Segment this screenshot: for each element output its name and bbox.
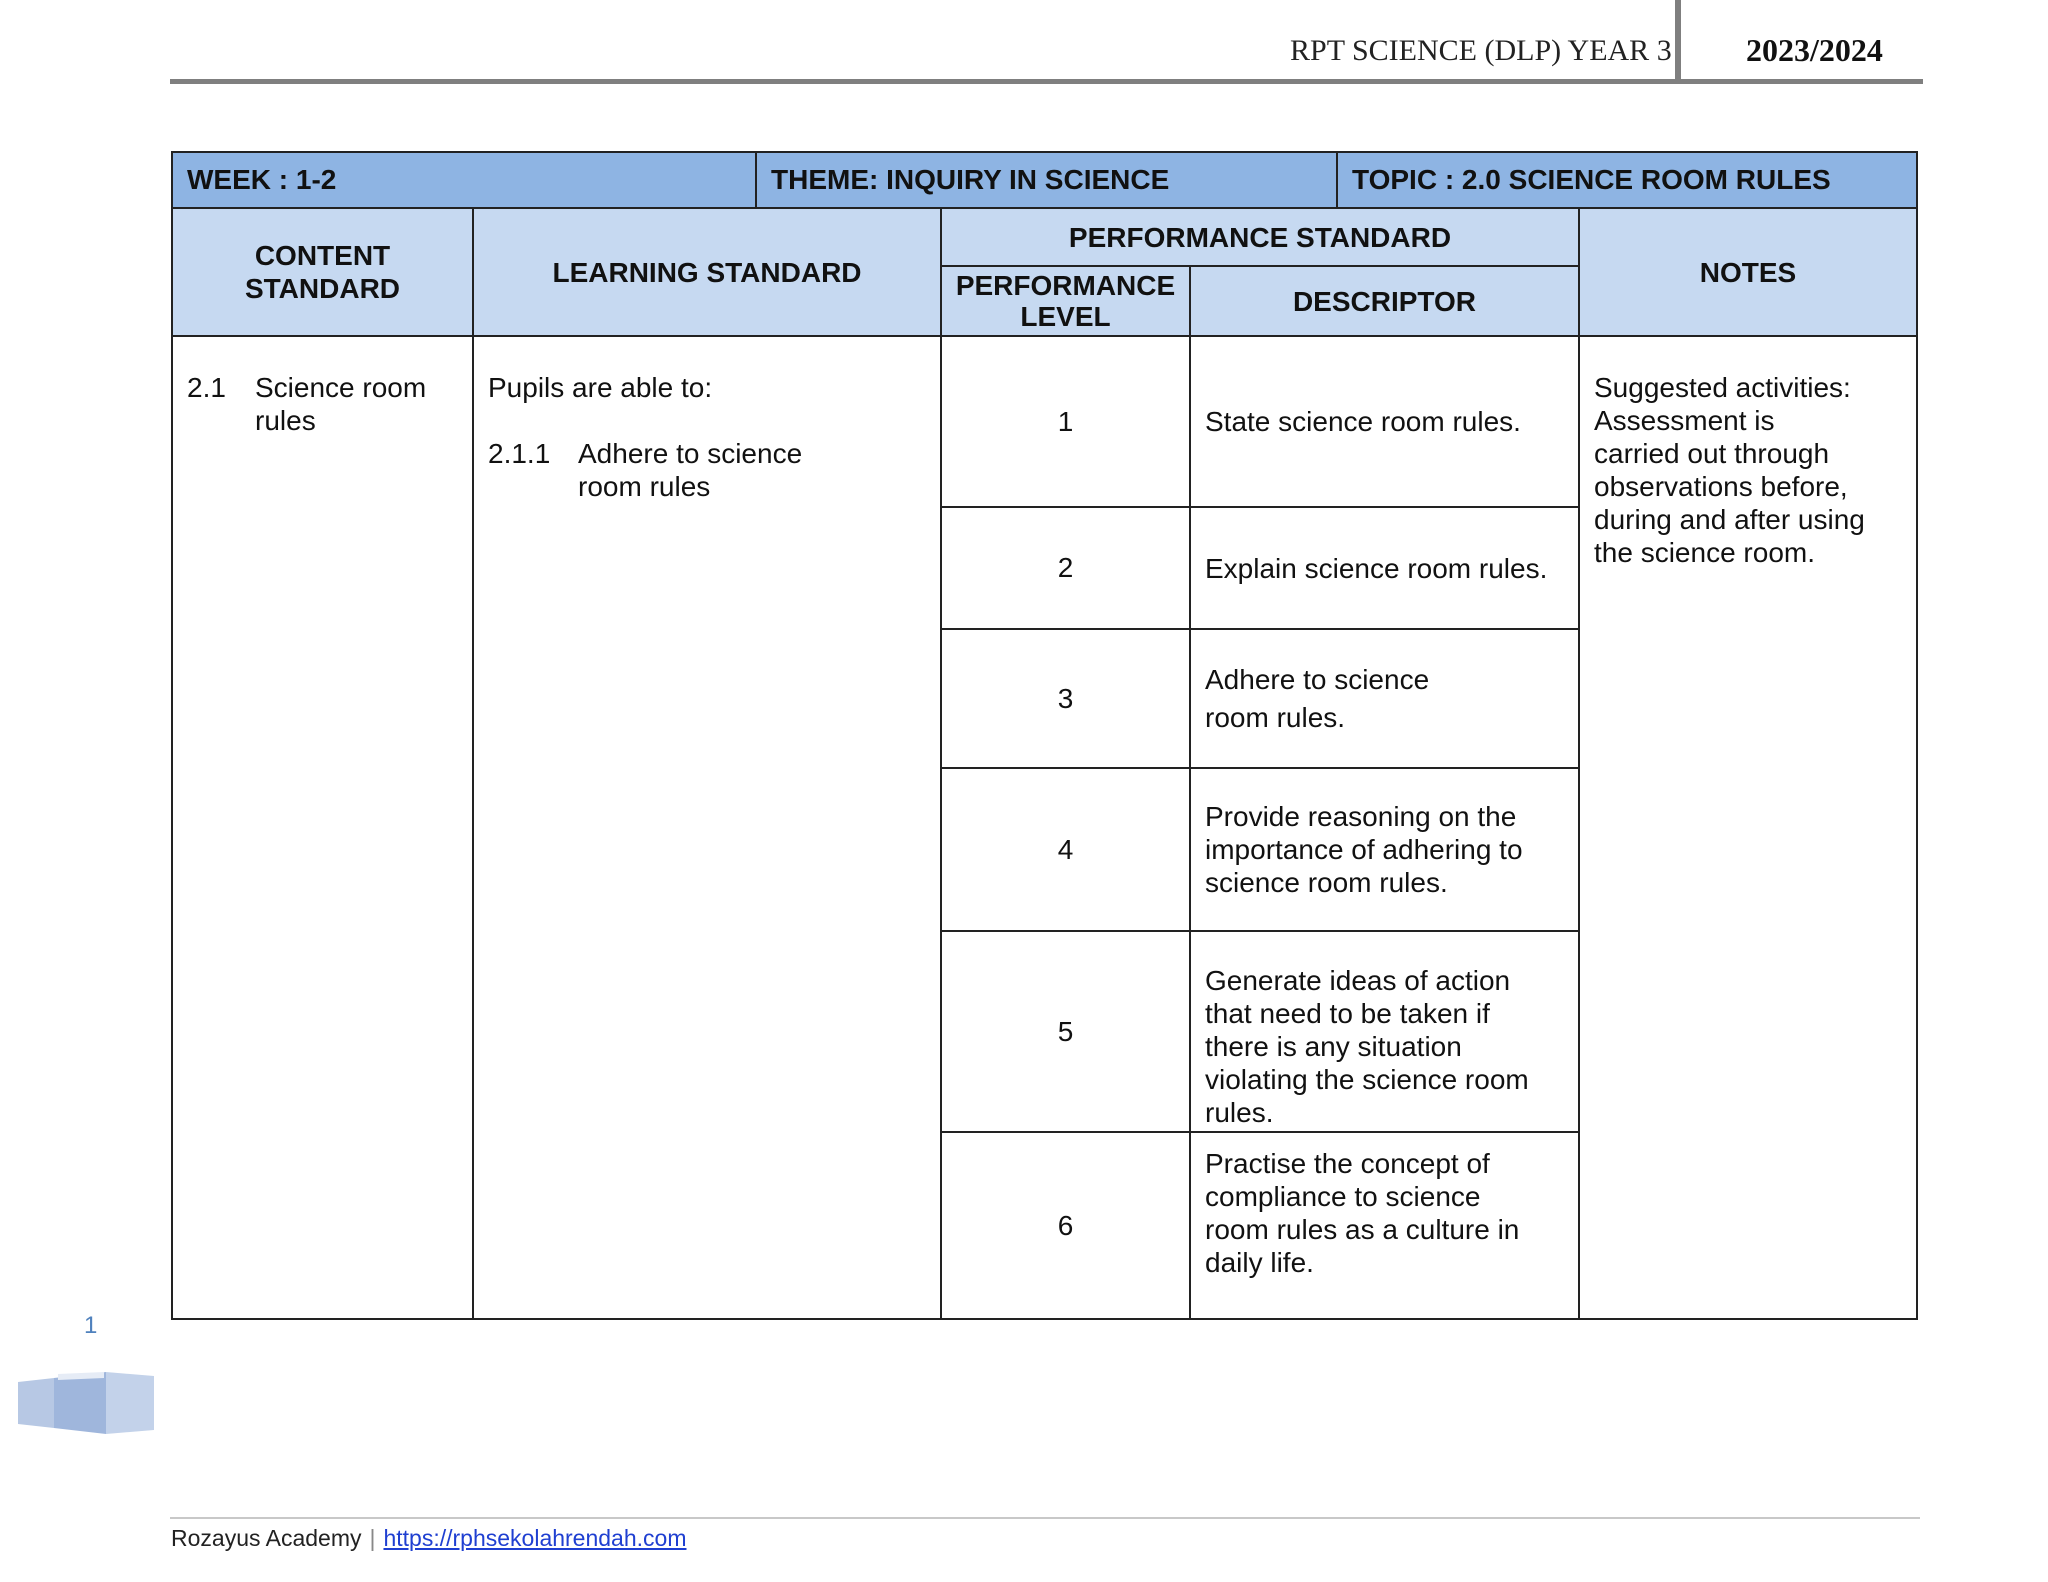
descriptor-5-line-2: that need to be taken if <box>1205 998 1490 1029</box>
learning-standard-intro: Pupils are able to: <box>488 372 713 403</box>
theme-cell: THEME: INQUIRY IN SCIENCE <box>756 152 1337 208</box>
learning-standard-header: LEARNING STANDARD <box>473 208 941 336</box>
notes-line-2: Assessment is <box>1594 405 1775 436</box>
main-table <box>171 207 1918 1320</box>
learning-standard-number: 2.1.1 <box>488 438 551 469</box>
performance-level-3: 3 <box>941 629 1190 768</box>
footer-rule <box>170 1517 1920 1519</box>
descriptor-5 <box>1190 931 1579 1132</box>
descriptor-3-line-1: Adhere to science <box>1205 663 1430 695</box>
notes-cell <box>1579 336 1917 1319</box>
notes-line-3: carried out through <box>1594 438 1830 469</box>
performance-level-2: 2 <box>941 507 1190 629</box>
descriptor-2-line-1: Explain science room rules. <box>1205 552 1548 584</box>
descriptor-4-line-1: Provide reasoning on the <box>1205 801 1517 832</box>
descriptor-5-line-1: Generate ideas of action <box>1205 965 1511 996</box>
decorative-logo-icon <box>18 1372 154 1434</box>
descriptor-4-line-2: importance of adhering to <box>1205 834 1523 865</box>
learning-standard-cell <box>473 336 941 1319</box>
descriptor-4-line-3: science room rules. <box>1205 867 1448 898</box>
descriptor-6 <box>1190 1132 1579 1319</box>
footer-org: Rozayus Academy <box>171 1525 362 1551</box>
descriptor-2 <box>1190 507 1579 629</box>
header-divider <box>1675 0 1681 84</box>
descriptor-6-line-4: daily life. <box>1205 1247 1314 1278</box>
content-standard-header-line-2: STANDARD <box>244 273 401 304</box>
descriptor-6-line-3: room rules as a culture in <box>1205 1214 1520 1245</box>
descriptor-1-line-1: State science room rules. <box>1205 406 1521 437</box>
top-row-table <box>171 151 1918 209</box>
page-number: 1 <box>84 1312 98 1339</box>
content-standard-header <box>172 208 473 336</box>
performance-level-1: 1 <box>941 336 1190 507</box>
performance-level-6: 6 <box>941 1132 1190 1319</box>
learning-standard-line-2: room rules <box>578 471 711 502</box>
performance-level-header <box>941 266 1190 336</box>
notes-line-1: Suggested activities: <box>1594 372 1851 403</box>
header-rule <box>170 79 1923 84</box>
content-standard-line-2: rules <box>255 405 316 436</box>
performance-level-5: 5 <box>941 931 1190 1132</box>
descriptor-5-line-3: there is any situation <box>1205 1031 1462 1062</box>
descriptor-5-line-4: violating the science room <box>1205 1064 1529 1095</box>
descriptor-6-line-2: compliance to science <box>1205 1181 1481 1212</box>
topic-cell: TOPIC : 2.0 SCIENCE ROOM RULES <box>1337 152 1917 208</box>
descriptor-3 <box>1190 629 1579 768</box>
notes-header: NOTES <box>1579 208 1917 336</box>
descriptor-5-line-5: rules. <box>1205 1097 1274 1128</box>
performance-level-header-line-1: PERFORMANCE <box>955 270 1176 301</box>
document-year: 2023/2024 <box>1746 32 1883 68</box>
descriptor-4 <box>1190 768 1579 931</box>
week-cell: WEEK : 1-2 <box>172 152 756 208</box>
performance-level-header-line-2: LEVEL <box>1020 301 1111 332</box>
descriptor-6-line-1: Practise the concept of <box>1205 1148 1490 1179</box>
footer-separator: | <box>369 1525 376 1551</box>
document-title: RPT SCIENCE (DLP) YEAR 3 <box>1290 34 1672 67</box>
notes-line-6: the science room. <box>1594 537 1815 568</box>
table-wrapper <box>171 151 1916 1320</box>
content-standard-cell <box>172 336 473 1319</box>
content-standard-header-line-1: CONTENT <box>254 240 391 271</box>
notes-line-4: observations before, <box>1594 471 1848 502</box>
notes-line-5: during and after using <box>1594 504 1865 535</box>
content-standard-number: 2.1 <box>187 372 226 403</box>
learning-standard-line-1: Adhere to science <box>578 438 803 469</box>
footer-link[interactable]: https://rphsekolahrendah.com <box>383 1525 687 1551</box>
descriptor-1 <box>1190 336 1579 507</box>
performance-standard-header: PERFORMANCE STANDARD <box>941 208 1579 266</box>
descriptor-header: DESCRIPTOR <box>1190 266 1579 336</box>
footer <box>171 1525 686 1552</box>
performance-level-4: 4 <box>941 768 1190 931</box>
content-standard-line-1: Science room <box>255 372 427 403</box>
descriptor-3-line-2: room rules. <box>1205 701 1346 733</box>
